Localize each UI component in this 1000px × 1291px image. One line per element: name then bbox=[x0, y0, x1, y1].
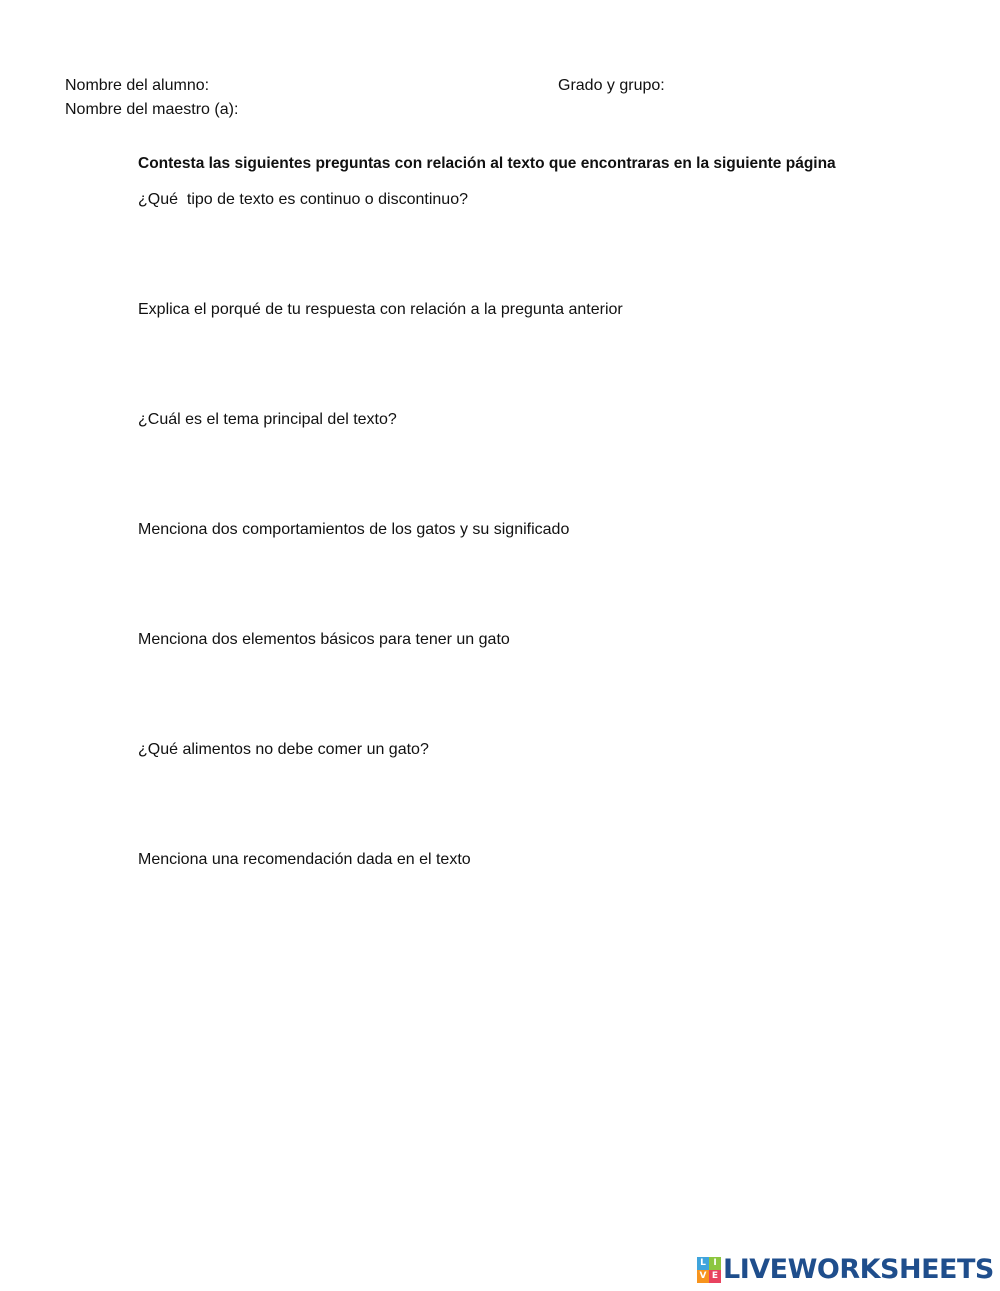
brand-name: LIVEWORKSHEETS bbox=[723, 1254, 994, 1285]
liveworksheets-logo-icon bbox=[697, 1257, 721, 1283]
question-4: Menciona dos comportamientos de los gatos y su significado bbox=[138, 521, 570, 538]
student-name-label: Nombre del alumno: bbox=[65, 77, 210, 94]
logo-letter-l: L bbox=[697, 1257, 709, 1270]
question-6: ¿Qué alimentos no debe comer un gato? bbox=[138, 741, 429, 758]
question-1: ¿Qué tipo de texto es continuo o discontinuo? bbox=[138, 191, 468, 208]
question-3: ¿Cuál es el tema principal del texto? bbox=[138, 411, 397, 428]
teacher-name-label: Nombre del maestro (a): bbox=[65, 101, 239, 118]
question-2: Explica el porqué de tu respuesta con relación a la pregunta anterior bbox=[138, 301, 623, 318]
question-7: Menciona una recomendación dada en el texto bbox=[138, 851, 471, 868]
question-5: Menciona dos elementos básicos para tener un gato bbox=[138, 631, 510, 648]
liveworksheets-brand bbox=[697, 1254, 994, 1286]
logo-letter-e: E bbox=[709, 1270, 721, 1283]
logo-letter-v: V bbox=[697, 1270, 709, 1283]
grade-group-label: Grado y grupo: bbox=[558, 77, 665, 94]
logo-letter-i: I bbox=[709, 1257, 721, 1270]
instructions-heading: Contesta las siguientes preguntas con relación al texto que encontraras en la siguiente página bbox=[138, 155, 836, 172]
